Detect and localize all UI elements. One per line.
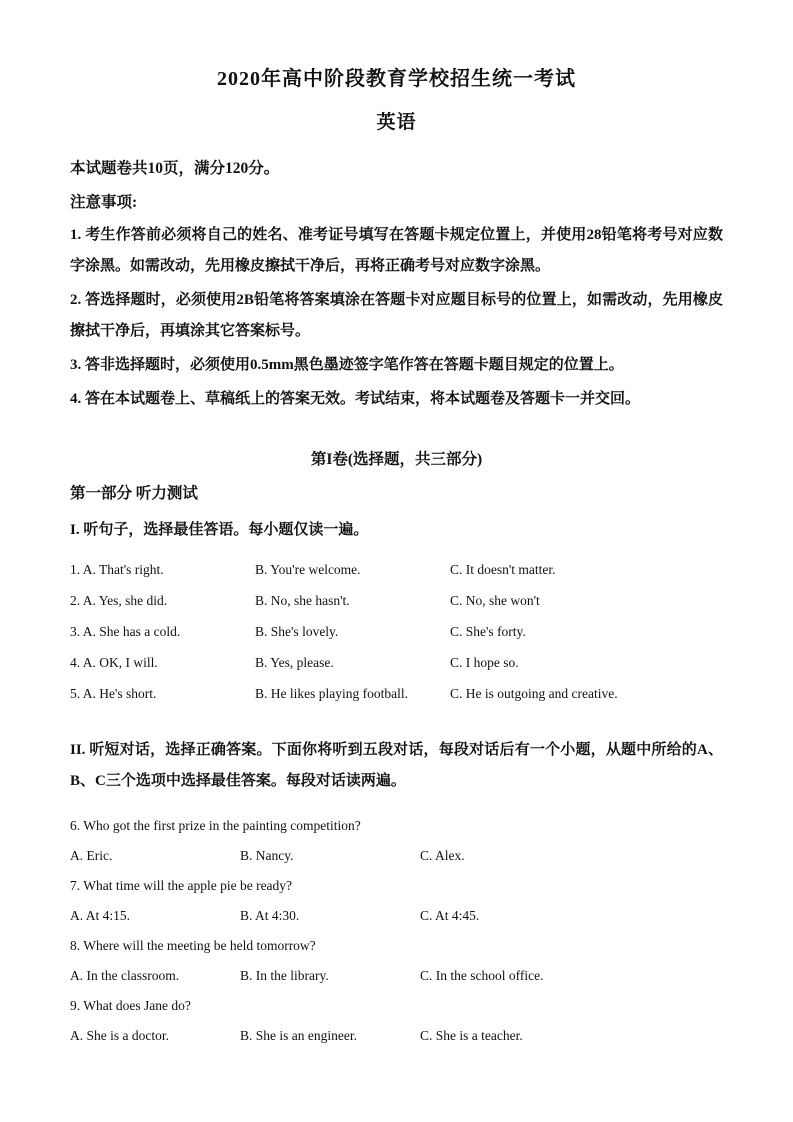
q8-question: 8. Where will the meeting be held tomorrow? [70,938,316,953]
q7-options [70,901,723,931]
q9-option-b: B. She is an engineer. [240,1028,357,1043]
q6-option-c: C. Alex. [420,848,465,863]
q6-option-a: A. Eric. [70,848,113,863]
listening-q4-options [70,647,723,678]
q5-option-c: C. He is outgoing and creative. [450,686,618,701]
q4-option-b: B. Yes, please. [255,655,334,670]
notes-heading: 注意事项: [70,194,138,211]
q8-options [70,961,723,991]
q6-option-b: B. Nancy. [240,848,294,863]
listening-q8 [70,931,723,991]
q7-question: 7. What time will the apple pie be ready? [70,878,293,893]
q4-option-c: C. I hope so. [450,655,519,670]
q3-option-b: B. She's lovely. [255,624,339,639]
listening-q1-options [70,554,723,585]
listening-q6 [70,811,723,871]
listening-q5-options [70,678,723,709]
listening-section2-instruction: II. 听短对话，选择正确答案。下面你将听到五段对话，每段对话后有一个小题，从题中所给的A、B、C三个选项中选择最佳答案。每段对话读两遍。 [70,742,723,789]
listening-section1-instruction: I. 听句子，选择最佳答语。每小题仅读一遍。 [70,522,369,538]
q7-option-c: C. At 4:45. [420,908,480,923]
q9-option-a: A. She is a doctor. [70,1028,169,1043]
part1-heading: 第一部分 听力测试 [70,485,198,502]
listening-q3-options [70,616,723,647]
note-item-3: 3. 答非选择题时，必须使用0.5mm黑色墨迹签字笔作答在答题卡题目规定的位置上。 [70,357,624,373]
q8-option-c: C. In the school office. [420,968,544,983]
q9-options [70,1021,723,1051]
q9-option-c: C. She is a teacher. [420,1028,523,1043]
listening-q2-options [70,585,723,616]
q4-option-a: 4. A. OK, I will. [70,655,158,670]
q3-option-a: 3. A. She has a cold. [70,624,181,639]
q7-option-a: A. At 4:15. [70,908,131,923]
q1-option-c: C. It doesn't matter. [450,562,556,577]
volume1-heading: 第I卷(选择题，共三部分) [310,451,483,468]
listening-q9 [70,991,723,1051]
spacer [70,709,723,735]
q2-option-c: C. No, she won't [450,593,540,608]
exam-title: 2020年高中阶段教育学校招生统一考试 [217,68,576,90]
note-item-1: 1. 考生作答前必须将自己的姓名、准考证号填写在答题卡规定位置上，并使用28铅笔将考号对应数字涂黑。如需改动，先用橡皮擦拭干净后，再将正确考号对应数字涂黑。 [70,227,723,274]
q2-option-a: 2. A. Yes, she did. [70,593,168,608]
q7-option-b: B. At 4:30. [240,908,300,923]
q3-option-c: C. She's forty. [450,624,526,639]
listening-q7 [70,871,723,931]
q1-option-a: 1. A. That's right. [70,562,164,577]
q6-options [70,841,723,871]
paper-intro: 本试题卷共10页，满分120分。 [70,160,280,177]
q8-option-a: A. In the classroom. [70,968,180,983]
note-item-2: 2. 答选择题时，必须使用2B铅笔将答案填涂在答题卡对应题目标号的位置上，如需改动，先用橡皮擦拭干净后，再填涂其它答案标号。 [70,292,723,339]
q1-option-b: B. You're welcome. [255,562,361,577]
q8-option-b: B. In the library. [240,968,329,983]
exam-subject: 英语 [376,112,417,133]
q2-option-b: B. No, she hasn't. [255,593,350,608]
q5-option-a: 5. A. He's short. [70,686,157,701]
q6-question: 6. Who got the first prize in the painting competition? [70,818,361,833]
q9-question: 9. What does Jane do? [70,998,191,1013]
q5-option-b: B. He likes playing football. [255,686,408,701]
note-item-4: 4. 答在本试题卷上、草稿纸上的答案无效。考试结束，将本试题卷及答题卡一并交回。 [70,391,641,407]
